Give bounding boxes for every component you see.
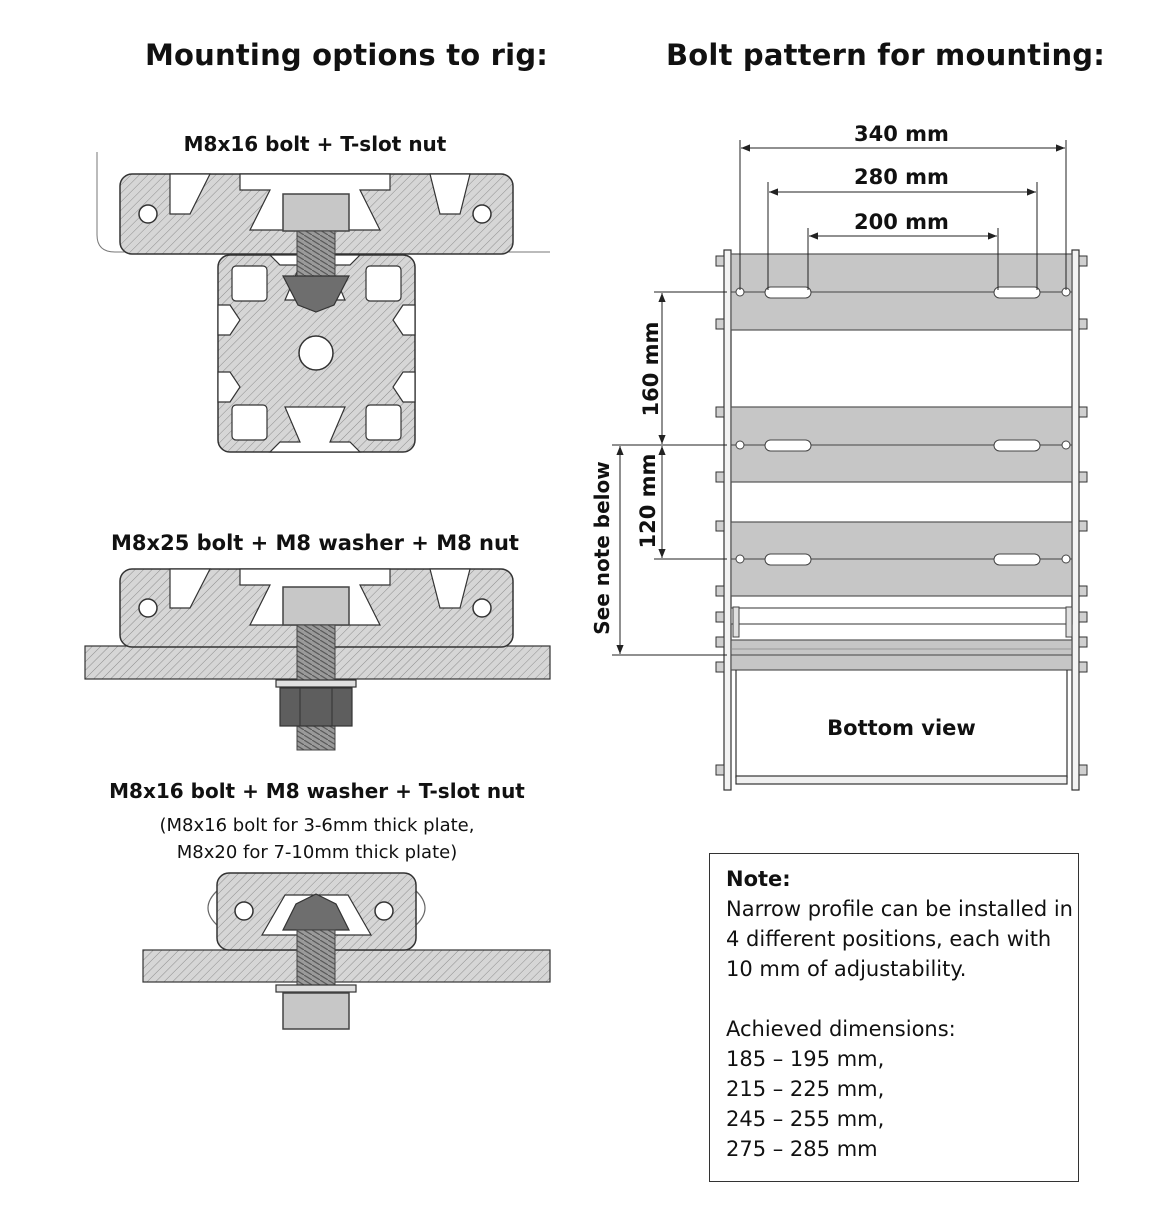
option3-subnote-line2: M8x20 for 7-10mm thick plate) (176, 842, 458, 863)
option3-drawing (143, 873, 550, 1029)
bottom-view-label: Bottom view (827, 716, 976, 740)
width-dimension-340: 340 mm (854, 122, 949, 146)
note-title: Note: (726, 867, 791, 891)
note-line: Narrow profile can be installed in (726, 897, 1073, 921)
note-line: 185 – 195 mm, (726, 1047, 885, 1071)
bolt-pattern-drawing (612, 140, 1087, 790)
option1-caption: M8x16 bolt + T-slot nut (183, 132, 447, 156)
left-title: Mounting options to rig: (145, 38, 549, 72)
option3-subnote-line1: (M8x16 bolt for 3-6mm thick plate, (159, 815, 475, 836)
note-line (726, 984, 1062, 1014)
note-line: 10 mm of adjustability. (726, 957, 967, 981)
vertical-dimension-160: 160 mm (639, 321, 663, 417)
note-line: 215 – 225 mm, (726, 1077, 885, 1101)
vertical-dimension-120: 120 mm (636, 453, 660, 549)
right-title: Bolt pattern for mounting: (666, 38, 1106, 72)
note-line: Achieved dimensions: (726, 1017, 956, 1041)
note-line: 245 – 255 mm, (726, 1107, 885, 1131)
note-box (709, 853, 1079, 1182)
option2-caption: M8x25 bolt + M8 washer + M8 nut (111, 531, 519, 555)
note-line: 275 – 285 mm (726, 1137, 878, 1161)
option2-drawing (85, 569, 550, 750)
width-dimension-280: 280 mm (854, 165, 949, 189)
note-line: 4 different positions, each with (726, 927, 1052, 951)
side-note-label: See note below (590, 461, 614, 635)
option3-caption: M8x16 bolt + M8 washer + T-slot nut (109, 779, 525, 803)
option3-subnote (0, 812, 634, 866)
width-dimension-200: 200 mm (854, 210, 949, 234)
option1-drawing (97, 152, 550, 452)
